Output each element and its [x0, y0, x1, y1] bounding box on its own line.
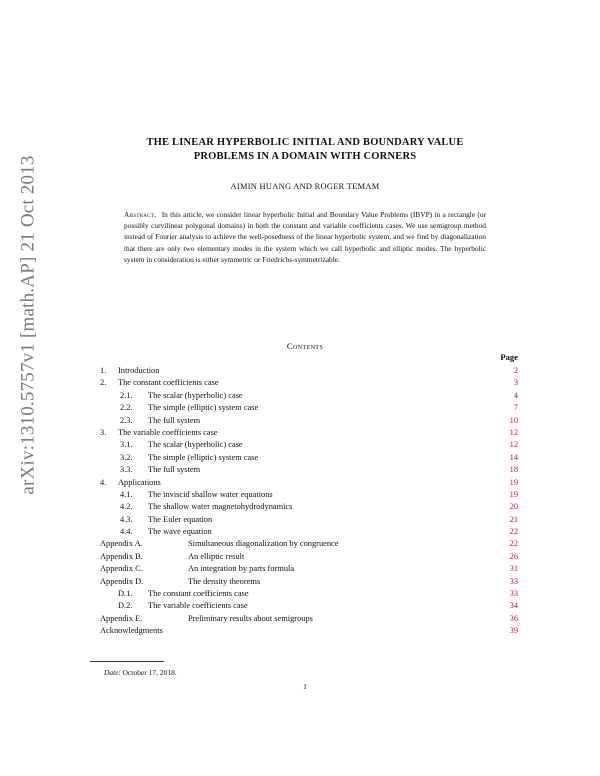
title-line-2: PROBLEMS IN A DOMAIN WITH CORNERS	[193, 151, 417, 162]
date-value: : October 17, 2018.	[118, 668, 177, 677]
toc-entry[interactable]	[100, 489, 518, 501]
toc-entry[interactable]	[100, 402, 518, 414]
toc-page-link[interactable]: 10	[509, 415, 518, 425]
contents-heading: Contents	[286, 341, 324, 351]
toc-entry[interactable]	[100, 377, 518, 389]
toc-title: The scalar (hyperbolic) case	[148, 390, 243, 400]
toc-page-link[interactable]: 33	[509, 576, 518, 586]
toc-title: The full system	[148, 415, 201, 425]
toc-page-link[interactable]: 26	[509, 551, 518, 561]
toc-number: Appendix E.	[100, 613, 143, 623]
toc-title: Acknowledgments	[100, 626, 163, 636]
toc-page-link[interactable]: 19	[509, 489, 518, 499]
abstract	[124, 209, 486, 265]
footnote-date	[104, 668, 177, 677]
toc-title: The simple (elliptic) system case	[148, 452, 259, 462]
toc-entry[interactable]	[100, 464, 518, 476]
toc-number: 4.3.	[120, 514, 133, 524]
footnote-rule	[90, 661, 164, 662]
toc-title: The Euler equation	[148, 514, 213, 524]
toc-number: Appendix A.	[100, 539, 143, 549]
toc-page-link[interactable]: 22	[509, 527, 518, 537]
date-label: Date	[104, 668, 119, 677]
toc-number: Appendix C.	[100, 564, 143, 574]
toc-page-link[interactable]: 12	[509, 440, 518, 450]
toc-number: Appendix D.	[100, 576, 144, 586]
toc-page-link[interactable]: 4	[513, 390, 518, 400]
arxiv-identifier: arXiv:1310.5757v1 [math.AP] 21 Oct 2013	[18, 155, 39, 495]
toc-page-header: Page	[500, 352, 518, 362]
toc-title: Applications	[118, 477, 161, 487]
toc-entry[interactable]	[100, 365, 518, 377]
toc-page-link[interactable]: 31	[509, 564, 518, 574]
toc-number: 2.2.	[120, 403, 133, 413]
toc-page-link[interactable]: 19	[509, 477, 518, 487]
toc-entry[interactable]	[100, 477, 518, 489]
toc-page-link[interactable]: 7	[513, 403, 518, 413]
toc-page-link[interactable]: 39	[509, 626, 518, 636]
toc-number: 2.3.	[120, 415, 133, 425]
toc-title: The variable coefficients case	[148, 601, 248, 611]
toc-number: 4.	[100, 477, 107, 487]
toc-title: The constant coefficients case	[148, 589, 249, 599]
authors: AIMIN HUANG AND ROGER TEMAM	[230, 182, 380, 191]
toc-number: 4.2.	[120, 502, 133, 512]
abstract-text: In this article, we consider linear hyperbolic Initial and Boundary Value Problems (IBVP) in a rectangle (or possibly curvilinear polygonal domains) in both the constant and variable coefficients cases. We use semigroup method instead of Fourier analysis to achieve the well-posedness of the linear hyperbolic system, and we find by diagonalization that there are only two elementary modes in the system which we call hyperbolic and elliptic modes. The hyperbolic system in consideration is either symmetric or Friedrichs-symmetrizable.	[124, 210, 487, 264]
toc-title: The simple (elliptic) system case	[148, 403, 259, 413]
toc-title: The wave equation	[148, 527, 212, 537]
toc-entry[interactable]	[100, 538, 518, 550]
toc-title: Introduction	[118, 366, 160, 375]
toc-page-link[interactable]: 3	[513, 378, 518, 388]
toc-title: Simultaneous diagonalization by congruence	[188, 539, 339, 549]
toc-title: An integration by parts formula	[188, 564, 295, 574]
toc-number: 1.	[100, 366, 107, 375]
toc-number: 4.1.	[120, 489, 133, 499]
arxiv-stamp	[14, 90, 44, 560]
toc-number: 3.3.	[120, 465, 133, 475]
toc-entry[interactable]	[100, 613, 518, 625]
toc-entry[interactable]	[100, 514, 518, 526]
toc-number: D.1.	[118, 589, 133, 599]
toc-title: The shallow water magnetohydrodynamics	[148, 502, 293, 512]
toc-title: The inviscid shallow water equations	[148, 489, 273, 499]
toc-entry[interactable]	[100, 600, 518, 612]
toc-entry[interactable]	[100, 390, 518, 402]
toc-entry[interactable]	[100, 501, 518, 513]
toc-number: 3.	[100, 427, 107, 437]
toc-number: 4.4.	[120, 527, 133, 537]
toc-page-link[interactable]: 12	[509, 427, 518, 437]
toc-page-link[interactable]: 14	[509, 452, 518, 462]
toc-number: 3.1.	[120, 440, 133, 450]
toc-page-link[interactable]: 21	[509, 514, 518, 524]
toc-entry[interactable]	[100, 576, 518, 588]
toc-number: Appendix B.	[100, 551, 143, 561]
toc-title: An elliptic result	[188, 551, 245, 561]
toc-page-link[interactable]: 36	[509, 613, 518, 623]
toc-page-link[interactable]: 18	[509, 465, 518, 475]
toc-page-link[interactable]: 22	[509, 539, 518, 549]
toc-title: The constant coefficients case	[118, 378, 219, 388]
toc-page-link[interactable]: 33	[509, 589, 518, 599]
toc-title: The variable coefficients case	[118, 427, 218, 437]
toc-entry[interactable]	[100, 551, 518, 563]
toc-number: 2.	[100, 378, 107, 388]
toc-entry[interactable]	[100, 439, 518, 451]
toc-number: D.2.	[118, 601, 133, 611]
toc-entry[interactable]	[100, 415, 518, 427]
page-number: 1	[303, 682, 307, 691]
toc-number: 2.1.	[120, 390, 133, 400]
toc-entry[interactable]	[100, 427, 518, 439]
toc-page-link[interactable]: 20	[509, 502, 518, 512]
toc-title: Preliminary results about semigroups	[188, 613, 313, 623]
toc-page-link[interactable]: 34	[509, 601, 518, 611]
toc-entry[interactable]	[100, 625, 518, 637]
toc-entry[interactable]	[100, 452, 518, 464]
toc-number: 3.2.	[120, 452, 133, 462]
toc-entry[interactable]	[100, 526, 518, 538]
abstract-label: Abstract.	[124, 210, 157, 219]
toc-title: The full system	[148, 465, 201, 475]
paper-title	[100, 136, 510, 164]
toc-entry[interactable]	[100, 563, 518, 575]
title-line-1: THE LINEAR HYPERBOLIC INITIAL AND BOUNDARY VALUE	[146, 137, 464, 148]
toc-title: The scalar (hyperbolic) case	[148, 440, 243, 450]
table-of-contents	[100, 365, 518, 638]
toc-entry[interactable]	[100, 588, 518, 600]
toc-title: The density theorems	[188, 576, 261, 586]
toc-page-link[interactable]: 2	[513, 366, 518, 375]
